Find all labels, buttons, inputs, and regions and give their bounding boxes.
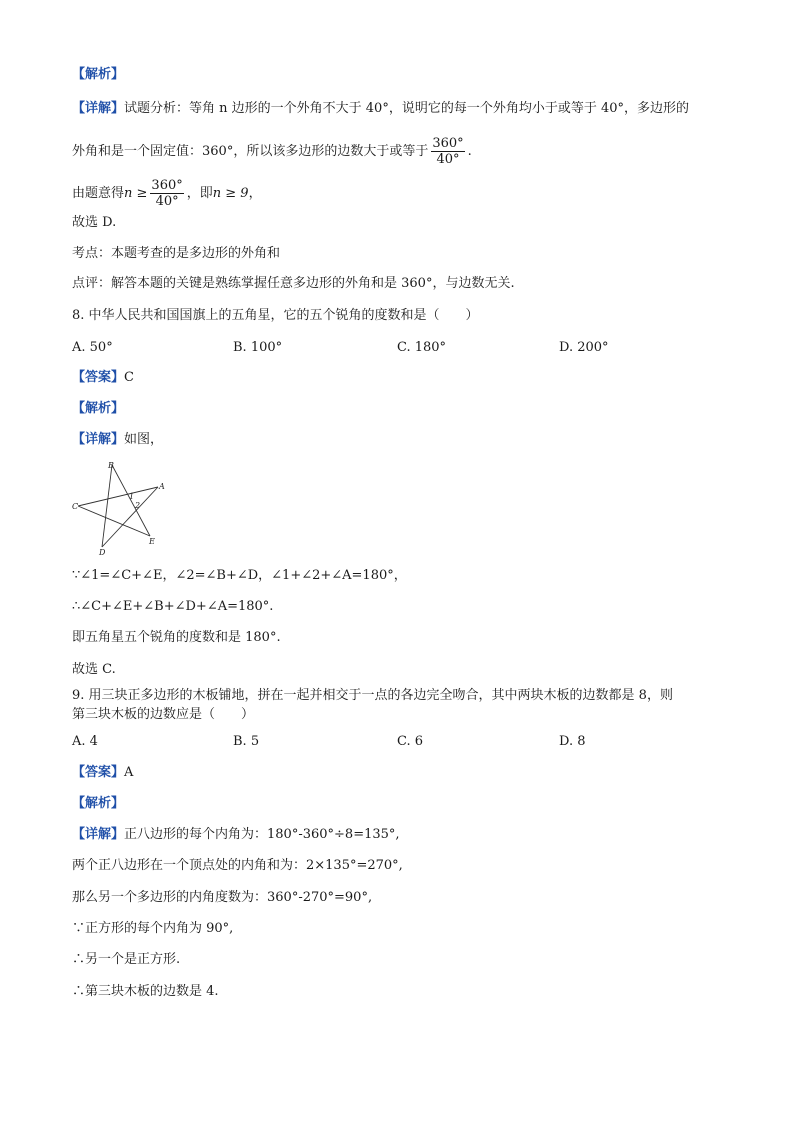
q8-detail-tag: 【详解】 [72, 432, 125, 447]
q8-analysis-tag: 【解析】 [72, 401, 125, 416]
inequality-n-9: n ≥ 9 [212, 186, 249, 201]
label-angle-1: 1 [129, 492, 135, 501]
q8-stem: 8. 中华人民共和国国旗上的五角星，它的五个锐角的度数和是（ ） [72, 308, 479, 323]
detail-text-2: 外角和是一个固定值：360°，所以该多边形的边数大于或等于 [72, 144, 429, 159]
label-a: A [159, 482, 165, 491]
q8-detail-text: 如图， [124, 432, 164, 447]
q8-answer: C [124, 370, 134, 385]
pentagram-lines [78, 465, 158, 547]
q9-detail-line-1 [72, 826, 400, 844]
q8-step-3: 即五角星五个锐角的度数和是 180°. [72, 630, 281, 645]
q9-analysis-tag: 【解析】 [72, 796, 125, 811]
q8-answer-tag: 【答案】 [72, 370, 125, 385]
pentagram-figure [72, 460, 172, 560]
line-a-c [78, 487, 158, 506]
q8-detail-line [72, 431, 163, 449]
q8-step-1: ∵∠1=∠C+∠E，∠2=∠B+∠D，∠1+∠2+∠A=180°， [72, 568, 407, 583]
q8-step-2: ∴∠C+∠E+∠B+∠D+∠A=180°. [72, 599, 274, 614]
line-b-d [102, 465, 112, 547]
fraction-denominator: 40° [436, 152, 460, 167]
q9-stem-1: 9. 用三块正多边形的木板铺地，拼在一起并相交于一点的各边完全吻合，其中两块木板的边数都是 8，则 [72, 688, 673, 703]
kaodian-line: 考点：本题考查的是多边形的外角和 [72, 246, 281, 261]
q9-detail-text-1: 正八边形的每个内角为：180°-360°÷8=135°, [124, 827, 400, 842]
q9-detail-line-4: ∵正方形的每个内角为 90°, [72, 921, 234, 936]
detail-text-3c: ，即 [186, 186, 213, 201]
q9-detail-line-2: 两个正八边形在一个顶点处的内角和为：2×135°=270°, [72, 858, 403, 873]
q9-option-b: B. 5 [233, 734, 260, 749]
fraction-numerator-b: 360° [151, 178, 183, 193]
detail-text-2-end: . [467, 144, 472, 159]
pingyu-line: 点评：解答本题的关键是熟练掌握任意多边形的外角和是 360°，与边数无关. [72, 276, 515, 291]
q9-stem-2: 第三块木板的边数应是（ ） [72, 707, 255, 722]
q9-detail-line-6: ∴第三块木板的边数是 4. [72, 984, 219, 999]
q9-answer-line [72, 764, 133, 782]
analysis-tag: 【解析】 [72, 67, 125, 82]
label-angle-2: 2 [135, 501, 141, 510]
q8-option-d: D. 200° [559, 340, 609, 355]
label-d: D [99, 548, 106, 557]
label-c: C [72, 502, 79, 511]
fraction-360-40-b [150, 178, 183, 209]
q9-detail-line-5: ∴另一个是正方形. [72, 952, 181, 967]
fraction-360-40 [431, 136, 464, 167]
q9-answer-tag: 【答案】 [72, 765, 125, 780]
q9-detail-tag: 【详解】 [72, 827, 125, 842]
fraction-numerator: 360° [432, 136, 464, 151]
q9-answer: A [124, 765, 134, 780]
detail-tag: 【详解】 [72, 101, 125, 116]
detail-line-3 [72, 178, 262, 209]
q8-answer-line [72, 369, 134, 387]
q9-option-a: A. 4 [72, 734, 98, 749]
q8-option-b: B. 100° [233, 340, 283, 355]
fraction-denominator-b: 40° [155, 194, 179, 209]
inequality-n: n ≥ [124, 186, 148, 201]
choice-line: 故选 D. [72, 215, 117, 230]
q9-detail-line-3: 那么另一个多边形的内角度数为：360°-270°=90°, [72, 890, 373, 905]
detail-line-2 [72, 136, 472, 167]
q8-option-c: C. 180° [397, 340, 447, 355]
q9-option-d: D. 8 [559, 734, 586, 749]
q8-option-a: A. 50° [72, 340, 113, 355]
label-e: E [149, 537, 155, 546]
q8-step-4: 故选 C. [72, 662, 116, 677]
detail-text-3e: ， [248, 186, 262, 201]
detail-line-1 [72, 100, 689, 118]
label-b: B [108, 461, 114, 470]
q9-option-c: C. 6 [397, 734, 424, 749]
detail-text-1: 试题分析：等角 n 边形的一个外角不大于 40°，说明它的每一个外角均小于或等于 40°，多边形的 [124, 101, 690, 116]
detail-text-3a: 由题意得 [72, 186, 125, 201]
line-c-e [78, 506, 150, 536]
